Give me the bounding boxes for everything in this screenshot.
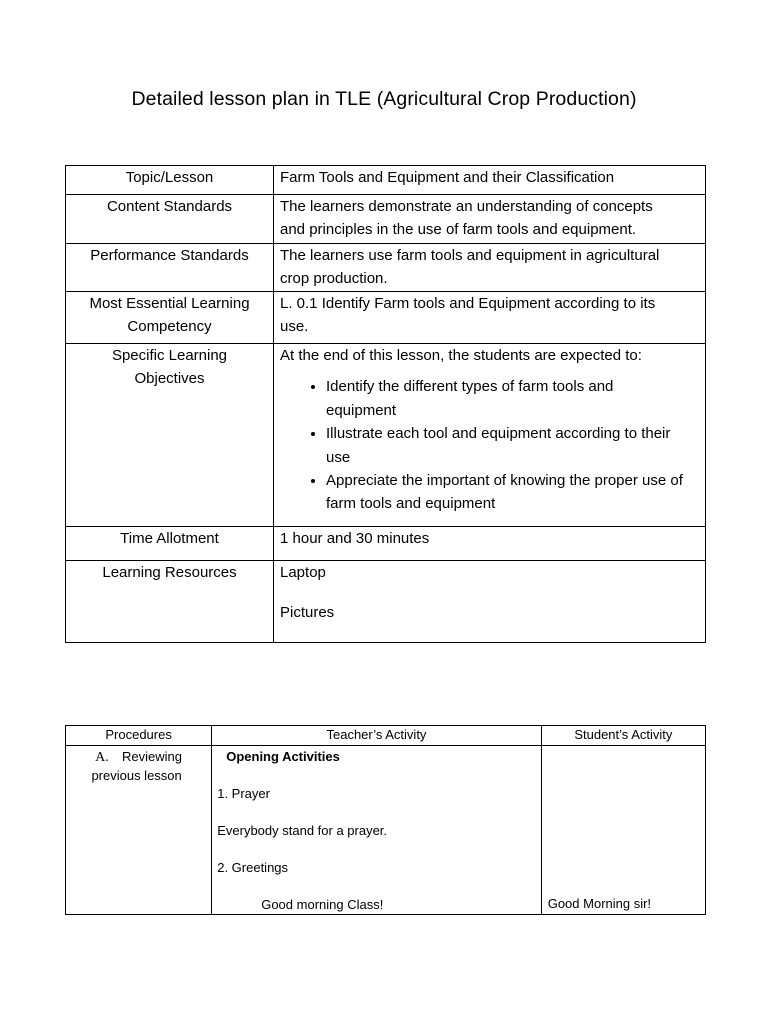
procedure-step-label — [71, 748, 206, 767]
resource-item: Laptop — [280, 564, 326, 581]
time-allotment-label: Time Allotment — [66, 527, 274, 561]
step-label-line: Reviewing — [122, 749, 183, 764]
table-row — [66, 527, 706, 561]
topic-label: Topic/Lesson — [66, 166, 274, 195]
content-standards-label: Content Standards — [66, 195, 274, 244]
learning-resources-value — [274, 561, 706, 643]
melc-label — [66, 292, 274, 344]
performance-standards-line: The learners use farm tools and equipment in agricultural — [280, 247, 660, 264]
topic-value: Farm Tools and Equipment and their Classification — [274, 166, 706, 195]
greetings-item: 2. Greetings — [217, 860, 289, 875]
step-label-line: previous lesson — [91, 768, 182, 783]
melc-value — [274, 292, 706, 344]
melc-label-line: Competency — [127, 318, 212, 336]
column-header-student-activity: Student’s Activity — [541, 726, 705, 746]
table-header-row — [66, 726, 706, 746]
document-title: Detailed lesson plan in TLE (Agricultural Crop Production) — [131, 88, 637, 110]
time-allotment-value: 1 hour and 30 minutes — [274, 527, 706, 561]
melc-line: use. — [280, 318, 309, 336]
content-standards-line: and principles in the use of farm tools and equipment. — [280, 221, 637, 239]
teacher-activity-cell — [212, 746, 542, 915]
objectives-label — [66, 344, 274, 527]
objectives-label-line: Specific Learning — [111, 347, 228, 364]
learning-resources-label — [66, 561, 274, 643]
list-item: • Identify the different types of farm tools and equipment — [326, 375, 699, 422]
procedures-table — [65, 725, 706, 915]
table-row — [66, 292, 706, 344]
table-row — [66, 195, 706, 244]
student-reply: Good Morning sir! — [547, 896, 652, 911]
content-standards-value — [274, 195, 706, 244]
table-row — [66, 344, 706, 527]
list-item: • Appreciate the important of knowing the proper use of farm tools and equipment — [326, 469, 699, 516]
prayer-text: Everybody stand for a prayer. — [217, 823, 388, 838]
lesson-plan-table — [65, 165, 706, 643]
column-header-teacher-activity: Teacher’s Activity — [212, 726, 542, 746]
learning-resources-label-text: Learning Resources — [102, 564, 237, 581]
table-row — [66, 561, 706, 643]
student-activity-cell — [541, 746, 705, 915]
procedure-step-a — [66, 746, 212, 915]
objectives-value — [274, 344, 706, 527]
performance-standards-value — [274, 244, 706, 292]
melc-label-line: Most Essential Learning — [89, 295, 250, 312]
table-row — [66, 244, 706, 292]
column-header-procedures: Procedures — [66, 726, 212, 746]
table-row — [66, 166, 706, 195]
content-standards-line: The learners demonstrate an understanding of concepts — [280, 198, 653, 215]
objectives-list — [280, 375, 699, 515]
performance-standards-line: crop production. — [280, 270, 388, 288]
objectives-label-line: Objectives — [134, 370, 205, 388]
prayer-item: 1. Prayer — [217, 786, 270, 801]
melc-line: L. 0.1 Identify Farm tools and Equipment according to its — [280, 295, 656, 312]
list-item: • Illustrate each tool and equipment according to their use — [326, 422, 699, 469]
performance-standards-label: Performance Standards — [66, 244, 274, 292]
opening-activities-heading: Opening Activities — [226, 749, 340, 764]
table-row — [66, 746, 706, 915]
objectives-intro: At the end of this lesson, the students are expected to: — [280, 347, 642, 364]
step-letter: A. — [95, 750, 109, 765]
resource-item: Pictures — [280, 604, 335, 622]
greeting-text: Good morning Class! — [261, 897, 384, 912]
